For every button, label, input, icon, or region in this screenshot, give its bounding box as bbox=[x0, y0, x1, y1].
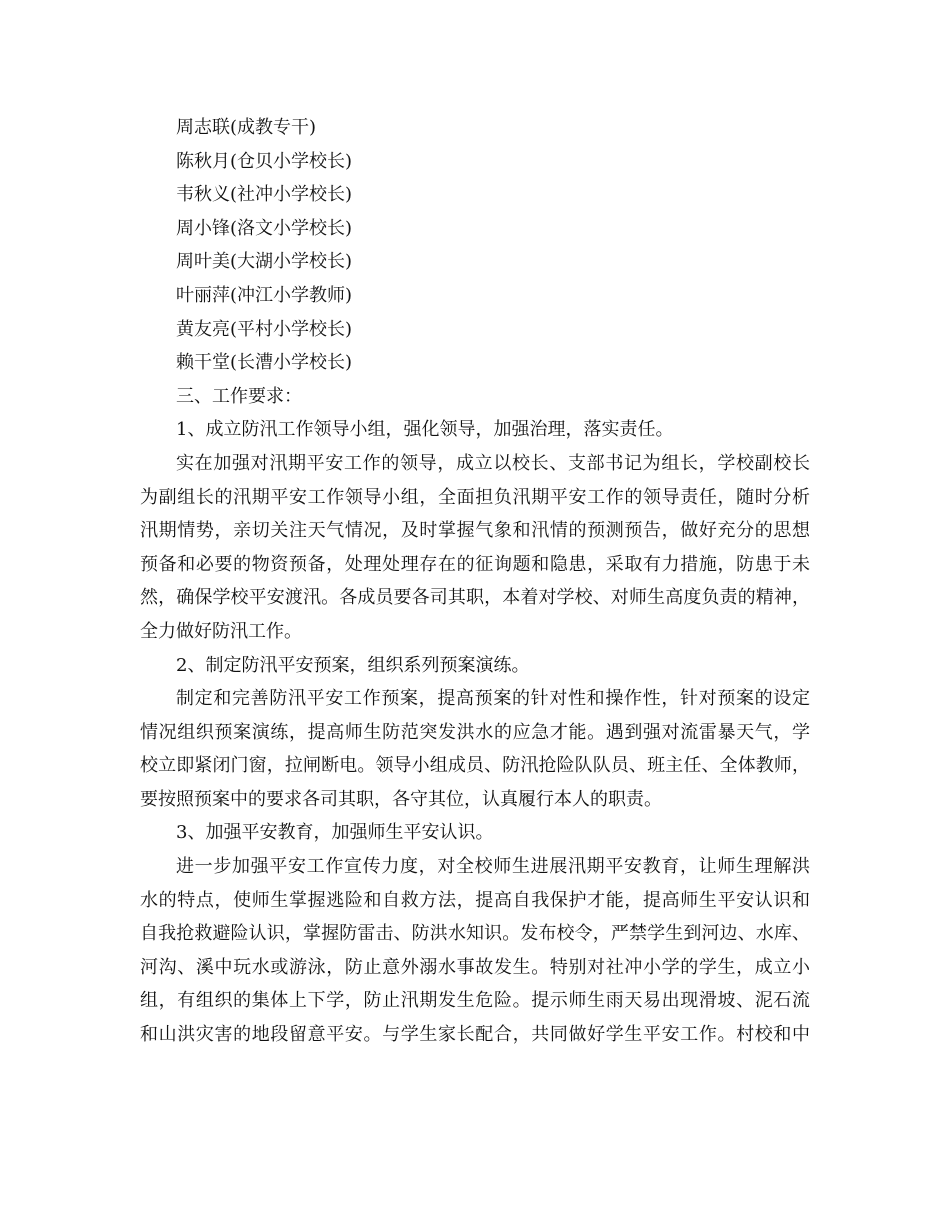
item-paragraph-3 bbox=[140, 850, 810, 1052]
paragraph-line: 预备和必要的物资预备，处理处理存在的征询题和隐患，采取有力措施，防患于未 bbox=[140, 553, 810, 575]
item-heading-3: 3、加强平安教育，加强师生平安认识。 bbox=[176, 822, 494, 844]
paragraph-line: 自我抢救避险认识，掌握防雷击、防洪水知识。发布校令，严禁学生到河边、水库、 bbox=[140, 923, 810, 945]
member-line: 陈秋月(仓贝小学校长) bbox=[176, 150, 353, 172]
paragraph-line: 制定和完善防汛平安工作预案，提高预案的针对性和操作性，针对预案的设定 bbox=[176, 688, 810, 710]
paragraph-line: 实在加强对汛期平安工作的领导，成立以校长、支部书记为组长，学校副校长 bbox=[176, 452, 810, 474]
paragraph-line: 和山洪灾害的地段留意平安。与学生家长配合，共同做好学生平安工作。村校和中 bbox=[140, 1024, 810, 1046]
member-line: 韦秋义(社冲小学校长) bbox=[176, 184, 353, 206]
section-heading: 三、工作要求： bbox=[176, 385, 302, 407]
paragraph-line: 汛期情势，亲切关注天气情况，及时掌握气象和汛情的预测预告，做好充分的思想 bbox=[140, 520, 810, 542]
paragraph-line: 水的特点，使师生掌握逃险和自救方法，提高自我保护才能，提高师生平安认识和 bbox=[140, 889, 810, 911]
paragraph-line: 组，有组织的集体上下学，防止汛期发生危险。提示师生雨天易出现滑坡、泥石流 bbox=[140, 990, 810, 1012]
item-heading-1: 1、成立防汛工作领导小组，强化领导，加强治理，落实责任。 bbox=[176, 419, 674, 441]
item-paragraph-1 bbox=[140, 447, 810, 649]
paragraph-line: 进一步加强平安工作宣传力度，对全校师生进展汛期平安教育，让师生理解洪 bbox=[176, 856, 810, 878]
member-line: 周志联(成教专干) bbox=[176, 117, 317, 138]
paragraph-line: 为副组长的汛期平安工作领导小组，全面担负汛期平安工作的领导责任，随时分析 bbox=[140, 486, 810, 508]
item-heading-2: 2、制定防汛平安预案，组织系列预案演练。 bbox=[176, 654, 530, 676]
item-paragraph-2 bbox=[140, 682, 810, 816]
paragraph-line: 河沟、溪中玩水或游泳，防止意外溺水事故发生。特别对社冲小学的学生，成立小 bbox=[140, 956, 810, 978]
paragraph-line: 全力做好防汛工作。 bbox=[140, 620, 302, 642]
member-line: 周小锋(洛文小学校长) bbox=[176, 217, 353, 239]
paragraph-line: 要按照预案中的要求各司其职，各守其位，认真履行本人的职责。 bbox=[140, 788, 662, 810]
paragraph-line: 情况组织预案演练，提高师生防范突发洪水的应急才能。遇到强对流雷暴天气，学 bbox=[140, 721, 810, 743]
paragraph-line: 然，确保学校平安渡汛。各成员要各司其职，本着对学校、对师生高度负责的精神， bbox=[140, 587, 810, 609]
member-line: 赖干堂(长漕小学校长) bbox=[176, 352, 353, 374]
member-line: 黄友亮(平村小学校长) bbox=[176, 318, 353, 340]
member-line: 叶丽萍(冲江小学教师) bbox=[176, 284, 353, 306]
document-page bbox=[140, 111, 810, 1052]
member-line: 周叶美(大湖小学校长) bbox=[176, 251, 353, 273]
paragraph-line: 校立即紧闭门窗，拉闸断电。领导小组成员、防汛抢险队队员、班主任、全体教师， bbox=[140, 755, 810, 777]
